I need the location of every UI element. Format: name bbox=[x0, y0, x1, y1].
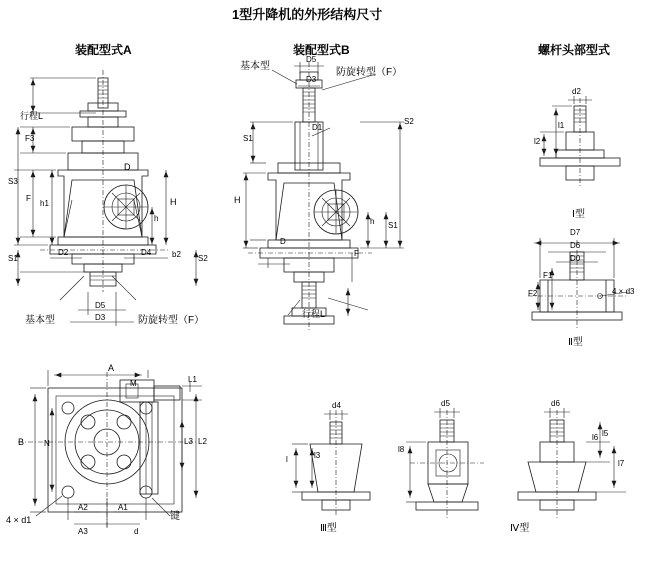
label-t2-d0: D0 bbox=[570, 254, 581, 263]
label-plan-d: d bbox=[134, 527, 139, 536]
label-b-h: H bbox=[234, 195, 241, 205]
view-screw-head-type2 bbox=[528, 238, 628, 330]
view-screw-head-block bbox=[406, 408, 484, 518]
label-plan-n: N bbox=[44, 439, 50, 448]
label-t2-d6: D6 bbox=[570, 241, 581, 250]
label-b-antirotation: 防旋转型（F） bbox=[336, 67, 403, 78]
label-t2-d7: D7 bbox=[570, 228, 581, 237]
label-t4-l8: l8 bbox=[398, 445, 405, 454]
view-screw-head-type4 bbox=[518, 408, 626, 518]
label-a-h-cap: H bbox=[170, 197, 177, 207]
label-plan-l1: L1 bbox=[188, 375, 197, 384]
label-t4-l7: l7 bbox=[618, 459, 625, 468]
label-b-f: F bbox=[354, 249, 359, 258]
view-screw-head-type1 bbox=[540, 96, 620, 188]
label-b-d5: D5 bbox=[306, 55, 317, 64]
label-b-s1-top: S1 bbox=[243, 134, 253, 143]
view-screw-head-type3 bbox=[292, 410, 370, 516]
label-t4-d5: d5 bbox=[441, 399, 450, 408]
label-a-f3: F3 bbox=[25, 134, 35, 143]
label-plan-a1: A1 bbox=[118, 503, 128, 512]
label-a-d4: D4 bbox=[141, 248, 152, 257]
label-b-d: D bbox=[280, 237, 286, 246]
label-a-d: D bbox=[124, 162, 131, 172]
label-t4-d6: d6 bbox=[551, 399, 560, 408]
label-a-f: F bbox=[26, 194, 31, 203]
label-t4-l5: l5 bbox=[602, 429, 609, 438]
label-a-b2: b2 bbox=[172, 250, 181, 259]
label-a-stroke: 行程L bbox=[20, 111, 44, 121]
label-plan-m: M bbox=[130, 379, 137, 388]
label-t3-d4: d4 bbox=[332, 401, 341, 410]
heading-screw-head: 螺杆头部型式 bbox=[538, 43, 611, 57]
label-a-basic-type: 基本型 bbox=[25, 315, 55, 326]
label-b-s1-bottom: S1 bbox=[388, 221, 398, 230]
view-assembly-b bbox=[243, 62, 404, 330]
label-plan-l3: L3 bbox=[184, 437, 193, 446]
label-b-d3: D3 bbox=[306, 75, 317, 84]
label-a-s2: S2 bbox=[198, 254, 208, 263]
label-plan-key: 键 bbox=[170, 511, 180, 522]
label-type-4: Ⅳ型 bbox=[510, 523, 530, 534]
label-a-antirotation: 防旋转型（F） bbox=[138, 315, 205, 326]
label-b-basic-type: 基本型 bbox=[240, 61, 270, 72]
label-plan-l2: L2 bbox=[198, 437, 207, 446]
label-b-s2: S2 bbox=[404, 117, 414, 126]
label-b-h-small: h bbox=[370, 217, 375, 226]
heading-assembly-b: 装配型式B bbox=[293, 43, 350, 57]
label-plan-4xd1: 4 × d1 bbox=[6, 515, 32, 525]
label-plan-a: A bbox=[108, 363, 115, 373]
label-type-2: Ⅱ型 bbox=[568, 337, 583, 348]
page-title: 1型升降机的外形结构尺寸 bbox=[232, 7, 383, 22]
label-a-d3: D3 bbox=[95, 313, 106, 322]
label-plan-b: B bbox=[18, 437, 25, 447]
label-b-stroke: 行程L bbox=[302, 309, 326, 319]
label-t1-l2: l2 bbox=[534, 137, 541, 146]
label-a-s1: S1 bbox=[8, 254, 18, 263]
label-a-d5: D5 bbox=[95, 301, 106, 310]
label-type-3: Ⅲ型 bbox=[320, 523, 337, 534]
label-t1-l1: l1 bbox=[558, 121, 565, 130]
label-t1-d2: d2 bbox=[572, 87, 581, 96]
label-a-h: h bbox=[154, 214, 159, 223]
label-t2-f2: F2 bbox=[528, 289, 538, 298]
label-a-s3: S3 bbox=[8, 177, 18, 186]
label-b-d1: D1 bbox=[312, 123, 323, 132]
label-t3-l: l bbox=[286, 455, 288, 464]
view-plan bbox=[18, 370, 202, 528]
label-type-1: Ⅰ型 bbox=[572, 209, 585, 220]
label-a-h1: h1 bbox=[40, 199, 49, 208]
label-t2-4xd3: 4 × d3 bbox=[612, 287, 635, 296]
label-a-d2: D2 bbox=[58, 248, 69, 257]
label-t3-l3: l3 bbox=[314, 451, 321, 460]
label-plan-a2: A2 bbox=[78, 503, 88, 512]
label-t2-f1: F1 bbox=[543, 271, 553, 280]
label-plan-a3: A3 bbox=[78, 527, 88, 536]
heading-assembly-a: 装配型式A bbox=[75, 43, 132, 57]
label-t4-l6: l6 bbox=[592, 433, 599, 442]
